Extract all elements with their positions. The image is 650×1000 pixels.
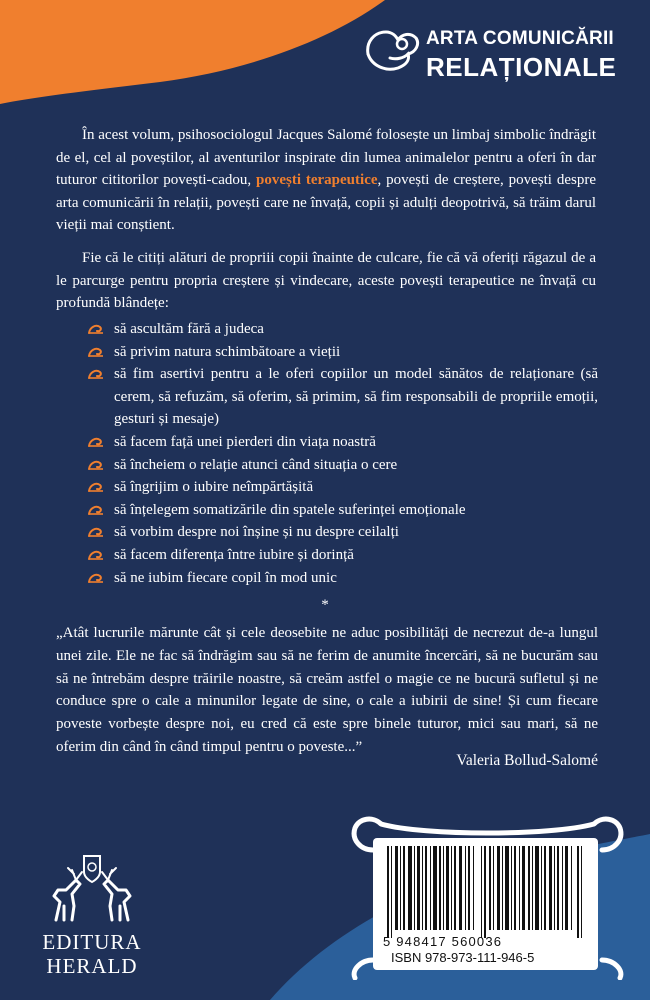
list-item [90, 341, 598, 364]
orange-wave [0, 0, 385, 104]
mother-child-hug-icon [362, 24, 420, 76]
isbn-number: ISBN 978-973-111-946-5 [391, 950, 535, 965]
list-item [90, 567, 598, 590]
list-item-text: să facem diferența între iubire și dorință [114, 546, 354, 563]
swirl-bullet-icon [88, 526, 104, 538]
publisher-logo [22, 850, 162, 978]
publisher-name-line1: EDITURA [42, 930, 142, 954]
list-item-text: să privim natura schimbătoare a vieții [114, 343, 341, 360]
intro-paragraph [56, 124, 596, 237]
barcode-digits: 5 948417 560036 [383, 934, 503, 949]
swirl-bullet-icon [88, 323, 104, 335]
list-item-text: să ne iubim fiecare copil în mod unic [114, 569, 337, 586]
quote-author: Valeria Bollud-Salomé [456, 752, 598, 769]
list-item [90, 521, 598, 544]
barcode-bars [385, 846, 585, 938]
swirl-bullet-icon [88, 572, 104, 584]
series-title-line1: ARTA COMUNICĂRII [426, 28, 614, 49]
list-item [90, 363, 598, 431]
list-item-text: să facem față unei pierderi din viața noastră [114, 433, 376, 450]
list-item [90, 499, 598, 522]
list-item [90, 431, 598, 454]
swirl-bullet-icon [88, 346, 104, 358]
list-item-text: să înțelegem somatizările din spatele suferinței emoționale [114, 501, 466, 518]
list-item-text: să fim asertivi pentru a le oferi copiilor un model sănătos de relaționare (să cerem, să refuzăm, să oferim, să primim, să fim responsabili de propriile emoții, gesturi și mesaje) [114, 366, 598, 428]
list-item [90, 544, 598, 567]
swirl-bullet-icon [88, 368, 104, 380]
intro-text-start: În acest volum, psihosociologul Jacques Salomé folosește un limbaj simbolic îndrăgit de el, cel al poveștilor, al aventurilor inspirate din lumea animalelor pentru a oferi în dar tuturor cititorilor povești-cadou, [56, 127, 596, 189]
list-item [90, 476, 598, 499]
swirl-bullet-icon [88, 504, 104, 516]
highlight-phrase: povești terapeutice [256, 172, 378, 189]
series-title-line2: RELAȚIONALE [426, 52, 617, 82]
section-separator: * [321, 597, 329, 613]
quote-text: „Atât lucrurile mărunte cât și cele deosebite ne aduc posibilități de necrezut de-a lungul unei zile. Ele ne fac să îndrăgim sau să ne ferim de anumite încercări, să ne bucurăm sau să ne întrebăm despre trăirile noastre, să creăm astfel o magie ce ne bucură sufletul și ne conduce spre o cale a minunilor legate de sine, o cale a iubirii de sine! Și cum fiecare poveste vorbește despre noi, eu cred că este spre binele tuturor, mici sau mari, să ne oferim din când în când timpul pentru o poveste...” [56, 625, 598, 755]
swirl-bullet-icon [88, 549, 104, 561]
list-item-text: să ascultăm fără a judeca [114, 321, 264, 337]
swirl-bullet-icon [88, 459, 104, 471]
intro-text-end: , povești de creștere, povești despre arta comunicării în relații, povești care ne învață, copii și adulți deopotrivă, să trăim darul vieții mai conștient. [56, 172, 596, 234]
list-item-text: să încheiem o relație atunci când situația o cere [114, 456, 398, 473]
list-item [90, 318, 598, 341]
swirl-bullet-icon [88, 481, 104, 493]
second-paragraph: Fie că le citiți alături de propriii copii înainte de culcare, fie că vă oferiți răgazul de a le parcurge pentru propria creștere și vindecare, aceste povești terapeutice ne învață cu profundă blândețe: [56, 250, 596, 312]
lessons-list [90, 318, 598, 589]
barcode-block [345, 810, 630, 980]
list-item [90, 454, 598, 477]
list-item-text: să îngrijim o iubire neîmpărtășită [114, 479, 314, 496]
publisher-name-line2: HERALD [46, 954, 138, 978]
list-item-text: să vorbim despre noi înșine și nu despre ceilalți [114, 524, 399, 541]
series-header [362, 22, 632, 84]
barcode-label [373, 838, 598, 970]
twin-deer-crest-icon [42, 850, 142, 930]
swirl-bullet-icon [88, 436, 104, 448]
